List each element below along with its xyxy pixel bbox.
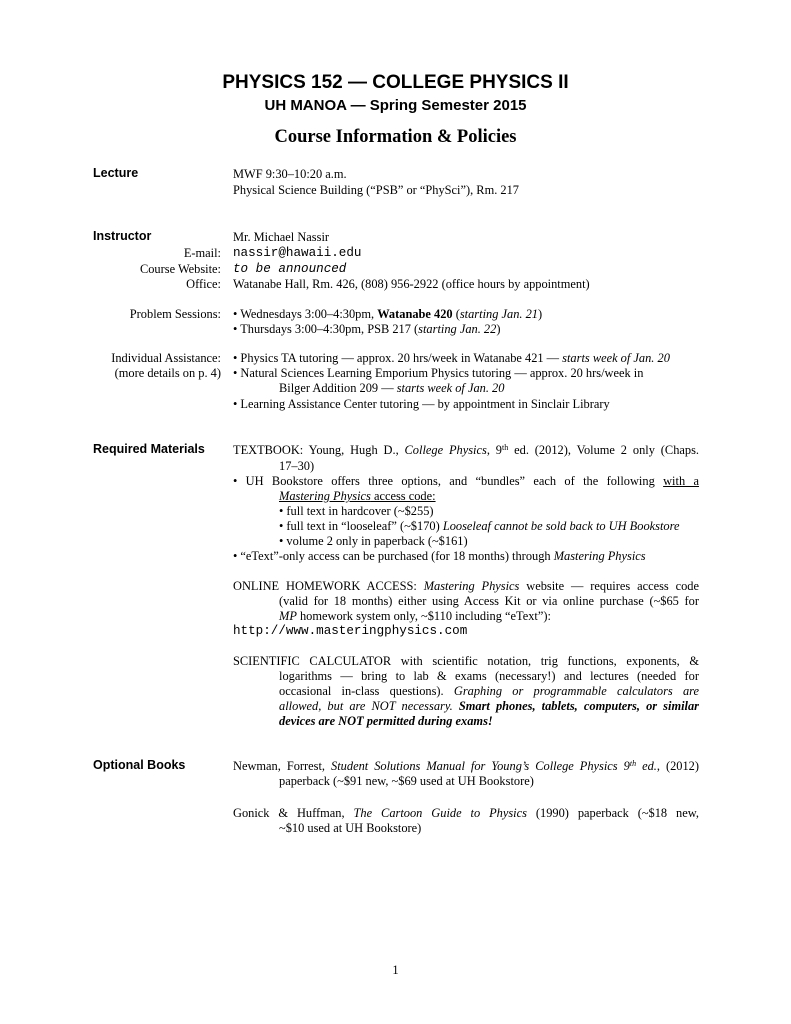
text-run: College Physics	[404, 443, 487, 457]
text-run: starting Jan. 22	[418, 322, 497, 336]
text-run: ed. (2012), Volume 2 only (Chaps.	[508, 443, 699, 457]
text-run: homework system only, ~$110 including “eText”):	[296, 609, 551, 623]
bookstore-access-code	[279, 488, 436, 504]
text-run: Watanabe 420	[377, 307, 453, 321]
assist-emporium-location	[279, 380, 504, 396]
textbook-line	[233, 442, 699, 458]
document-heading: Course Information & Policies	[274, 127, 517, 147]
text-run: th	[502, 443, 509, 452]
text-run: allowed, but are NOT necessary.	[279, 699, 459, 713]
office-label: Office:	[186, 277, 221, 291]
section-instructor: Instructor	[93, 229, 152, 243]
text-run: starts week of Jan. 20	[562, 351, 670, 365]
text-run: • Physics TA tutoring — approx. 20 hrs/week in Watanabe 421 —	[233, 351, 563, 365]
text-run: starting Jan. 21	[459, 307, 538, 321]
text-run: • UH Bookstore offers three options, and “bundles” each of the following	[233, 474, 664, 488]
text-run: (	[452, 307, 460, 321]
optional-book-1-price: paperback (~$91 new, ~$69 used at UH Bookstore)	[279, 774, 534, 788]
lecture-time: MWF 9:30–10:20 a.m.	[233, 167, 347, 181]
text-run: Mastering Physics	[553, 549, 646, 563]
section-optional-books: Optional Books	[93, 758, 186, 772]
calculator-line-5: devices are NOT permitted during exams!	[279, 714, 493, 728]
text-run: access code:	[370, 489, 436, 503]
text-run: • full text in “looseleaf” (~$170)	[279, 519, 443, 533]
assistance-label-note: (more details on p. 4)	[114, 366, 221, 380]
text-run: ONLINE HOMEWORK ACCESS:	[233, 579, 424, 593]
problem-session-wednesday	[233, 306, 542, 322]
calculator-line-1: SCIENTIFIC CALCULATOR with scientific notation, trig functions, exponents, &	[233, 654, 699, 668]
problem-sessions-label: Problem Sessions:	[129, 307, 221, 321]
section-lecture: Lecture	[93, 166, 139, 180]
textbook-chapters: 17–30)	[279, 459, 315, 473]
calculator-line-3	[279, 683, 699, 699]
problem-session-thursday	[233, 321, 500, 337]
text-run: Graphing or programmable calculators are	[453, 684, 700, 698]
text-run: Mastering Physics	[279, 489, 371, 503]
page-number: 1	[392, 963, 399, 977]
text-run: )	[537, 307, 543, 321]
text-run: (1990) paperback (~$18 new,	[526, 806, 699, 820]
text-run: The Cartoon Guide to Physics	[353, 806, 527, 820]
instructor-email[interactable]: nassir@hawaii.edu	[233, 246, 362, 260]
text-run: starts week of Jan. 20	[396, 381, 505, 395]
instructor-name: Mr. Michael Nassir	[233, 230, 330, 244]
assist-ta-tutoring	[233, 350, 670, 366]
option-looseleaf	[279, 518, 679, 534]
text-run: • “eText”-only access can be purchased (for 18 months) through	[233, 549, 554, 563]
text-run: Student Solutions Manual for Young’s College Physics 9	[331, 759, 630, 773]
text-run: Looseleaf cannot be sold back to UH Bookstore	[442, 519, 680, 533]
text-run: th	[629, 759, 637, 768]
assist-emporium: • Natural Sciences Learning Emporium Physics tutoring — approx. 20 hrs/week in	[233, 366, 644, 380]
bookstore-options	[233, 473, 699, 489]
text-run: • Wednesdays 3:00–4:30pm,	[233, 307, 378, 321]
text-run: website — requires access code	[519, 579, 700, 593]
homework-access-cost	[279, 608, 551, 624]
text-run: )	[496, 322, 501, 336]
text-run: Gonick & Huffman,	[233, 806, 354, 820]
document-subtitle: UH MANOA — Spring Semester 2015	[264, 97, 527, 114]
text-run: • Thursdays 3:00–4:30pm, PSB 217 (	[233, 322, 419, 336]
optional-book-2-price: ~$10 used at UH Bookstore)	[279, 821, 422, 835]
text-run: , (2012)	[656, 759, 700, 773]
text-run: Bilger Addition 209 —	[279, 381, 397, 395]
lecture-location: Physical Science Building (“PSB” or “PhySci”), Rm. 217	[233, 183, 519, 197]
calculator-line-4	[279, 698, 699, 714]
email-label: E-mail:	[183, 246, 221, 260]
website-label: Course Website:	[139, 262, 221, 276]
text-run: Smart phones, tablets, computers, or similar	[458, 699, 699, 713]
section-required-materials: Required Materials	[93, 442, 205, 456]
optional-book-2	[233, 805, 699, 821]
option-hardcover: • full text in hardcover (~$255)	[279, 504, 434, 518]
instructor-office: Watanabe Hall, Rm. 426, (808) 956-2922 (office hours by appointment)	[233, 277, 590, 291]
text-run: with a	[663, 474, 699, 488]
course-website: to be announced	[233, 262, 347, 276]
text-run: , 9	[486, 443, 503, 457]
calculator-line-2: logarithms — bring to lab & exams (necessary!) and lectures (needed for	[279, 669, 699, 683]
text-run: ed.	[636, 759, 657, 773]
text-run: Newman, Forrest,	[233, 759, 332, 773]
text-run: occasional in-class questions).	[279, 684, 454, 698]
etext-option	[233, 548, 646, 564]
option-paperback: • volume 2 only in paperback (~$161)	[279, 534, 468, 548]
assistance-label: Individual Assistance:	[111, 351, 221, 365]
text-run: Mastering Physics	[423, 579, 520, 593]
document-title: PHYSICS 152 — COLLEGE PHYSICS II	[222, 72, 569, 93]
mastering-physics-url[interactable]: http://www.masteringphysics.com	[233, 624, 468, 638]
homework-access-line	[233, 578, 699, 594]
optional-book-1	[233, 758, 699, 774]
text-run: TEXTBOOK: Young, Hugh D.,	[233, 443, 405, 457]
homework-access-details: (valid for 18 months) either using Access Kit or via online purchase (~$65 for	[279, 594, 699, 608]
text-run: MP	[279, 609, 297, 623]
assist-lac: • Learning Assistance Center tutoring — by appointment in Sinclair Library	[233, 397, 610, 411]
